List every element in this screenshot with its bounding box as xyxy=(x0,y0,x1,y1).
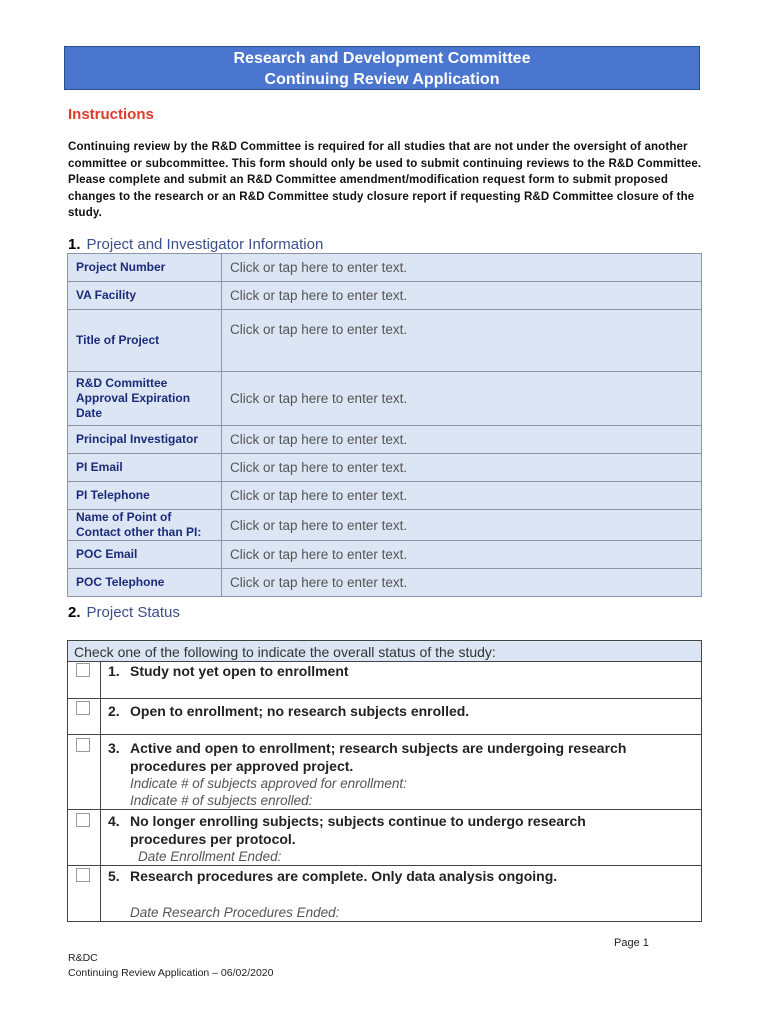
status-option-row xyxy=(68,866,702,922)
status-option-2 xyxy=(101,699,702,735)
status-option-row xyxy=(68,699,702,735)
title-line-1: Research and Development Committee xyxy=(233,50,531,67)
subjects-enrolled-field[interactable]: Indicate # of subjects enrolled: xyxy=(130,793,313,808)
table-row xyxy=(68,510,702,541)
status-option-4 xyxy=(101,810,702,866)
status-checkbox-4[interactable] xyxy=(76,813,90,827)
pi-email-field[interactable]: Click or tap here to enter text. xyxy=(222,454,702,482)
enrollment-ended-field[interactable]: Date Enrollment Ended: xyxy=(138,849,282,864)
status-checkbox-1[interactable] xyxy=(76,663,90,677)
instructions-body: Continuing review by the R&D Committee is required for all studies that are not under the oversight of another committee or subcommittee. This form should only be used to submit continuing reviews to the R&D Committee. Please complete and submit an R&D Committee amendment/modification request form to submit proposed changes to the research or an R&D Committee study closure report if requesting R&D Committee closure of the study. xyxy=(68,141,702,219)
option-number: 3. xyxy=(108,740,120,756)
poc-email-field[interactable]: Click or tap here to enter text. xyxy=(222,541,702,569)
page-number: Page 1 xyxy=(614,937,649,949)
option-text: No longer enrolling subjects; subjects continue to undergo research xyxy=(130,813,586,829)
table-row xyxy=(68,372,702,426)
instructions-heading: Instructions xyxy=(68,106,154,123)
page-footer xyxy=(68,951,273,981)
title-banner xyxy=(64,46,700,90)
table-row xyxy=(68,541,702,569)
field-label: POC Telephone xyxy=(68,569,222,597)
field-label: R&D Committee Approval Expiration Date xyxy=(68,372,222,426)
field-label: Principal Investigator xyxy=(68,426,222,454)
project-info-table xyxy=(67,253,702,597)
option-text: Active and open to enrollment; research subjects are undergoing research xyxy=(130,740,627,756)
checkbox-cell xyxy=(68,810,101,866)
status-instruction: Check one of the following to indicate the overall status of the study: xyxy=(68,641,702,662)
option-text-continued: procedures per protocol. xyxy=(130,831,296,847)
section-1-number: 1. xyxy=(68,236,81,253)
subjects-approved-field[interactable]: Indicate # of subjects approved for enrollment: xyxy=(130,776,407,791)
section-1-heading xyxy=(68,236,323,253)
poc-name-field[interactable]: Click or tap here to enter text. xyxy=(222,510,702,541)
pi-telephone-field[interactable]: Click or tap here to enter text. xyxy=(222,482,702,510)
option-number: 4. xyxy=(108,813,120,829)
status-checkbox-2[interactable] xyxy=(76,701,90,715)
section-1-title: Project and Investigator Information xyxy=(86,236,324,253)
status-option-1 xyxy=(101,662,702,699)
option-text-continued: procedures per approved project. xyxy=(130,758,354,774)
status-option-row xyxy=(68,662,702,699)
footer-doc-title: Continuing Review Application – 06/02/2020 xyxy=(68,967,274,979)
table-row xyxy=(68,310,702,372)
status-checkbox-5[interactable] xyxy=(76,868,90,882)
status-checkbox-3[interactable] xyxy=(76,738,90,752)
field-label: VA Facility xyxy=(68,282,222,310)
section-2-heading xyxy=(68,604,180,621)
status-option-row xyxy=(68,810,702,866)
option-text: Research procedures are complete. Only data analysis ongoing. xyxy=(130,868,558,884)
status-option-3 xyxy=(101,735,702,810)
field-label: PI Email xyxy=(68,454,222,482)
field-label: PI Telephone xyxy=(68,482,222,510)
table-row xyxy=(68,454,702,482)
field-label: Name of Point of Contact other than PI: xyxy=(68,510,222,541)
option-number: 2. xyxy=(108,703,120,719)
table-row xyxy=(68,641,702,662)
status-option-5 xyxy=(101,866,702,922)
title-of-project-field[interactable]: Click or tap here to enter text. xyxy=(222,310,702,372)
poc-telephone-field[interactable]: Click or tap here to enter text. xyxy=(222,569,702,597)
title-line-2: Continuing Review Application xyxy=(264,71,500,88)
option-text: Open to enrollment; no research subjects enrolled. xyxy=(130,703,470,719)
checkbox-cell xyxy=(68,866,101,922)
option-number: 5. xyxy=(108,868,120,884)
project-number-field[interactable]: Click or tap here to enter text. xyxy=(222,254,702,282)
checkbox-cell xyxy=(68,699,101,735)
option-number: 1. xyxy=(108,663,120,679)
procedures-ended-field[interactable]: Date Research Procedures Ended: xyxy=(130,905,340,920)
section-2-number: 2. xyxy=(68,604,81,621)
table-row xyxy=(68,282,702,310)
table-row xyxy=(68,426,702,454)
table-row xyxy=(68,482,702,510)
checkbox-cell xyxy=(68,662,101,699)
field-label: Title of Project xyxy=(68,310,222,372)
footer-org: R&DC xyxy=(68,952,98,964)
project-status-table xyxy=(67,640,702,922)
table-row xyxy=(68,254,702,282)
approval-expiration-date-field[interactable]: Click or tap here to enter text. xyxy=(222,372,702,426)
section-2-title: Project Status xyxy=(86,604,180,621)
va-facility-field[interactable]: Click or tap here to enter text. xyxy=(222,282,702,310)
option-text: Study not yet open to enrollment xyxy=(130,663,349,679)
field-label: POC Email xyxy=(68,541,222,569)
checkbox-cell xyxy=(68,735,101,810)
principal-investigator-field[interactable]: Click or tap here to enter text. xyxy=(222,426,702,454)
status-option-row xyxy=(68,735,702,810)
field-label: Project Number xyxy=(68,254,222,282)
table-row xyxy=(68,569,702,597)
